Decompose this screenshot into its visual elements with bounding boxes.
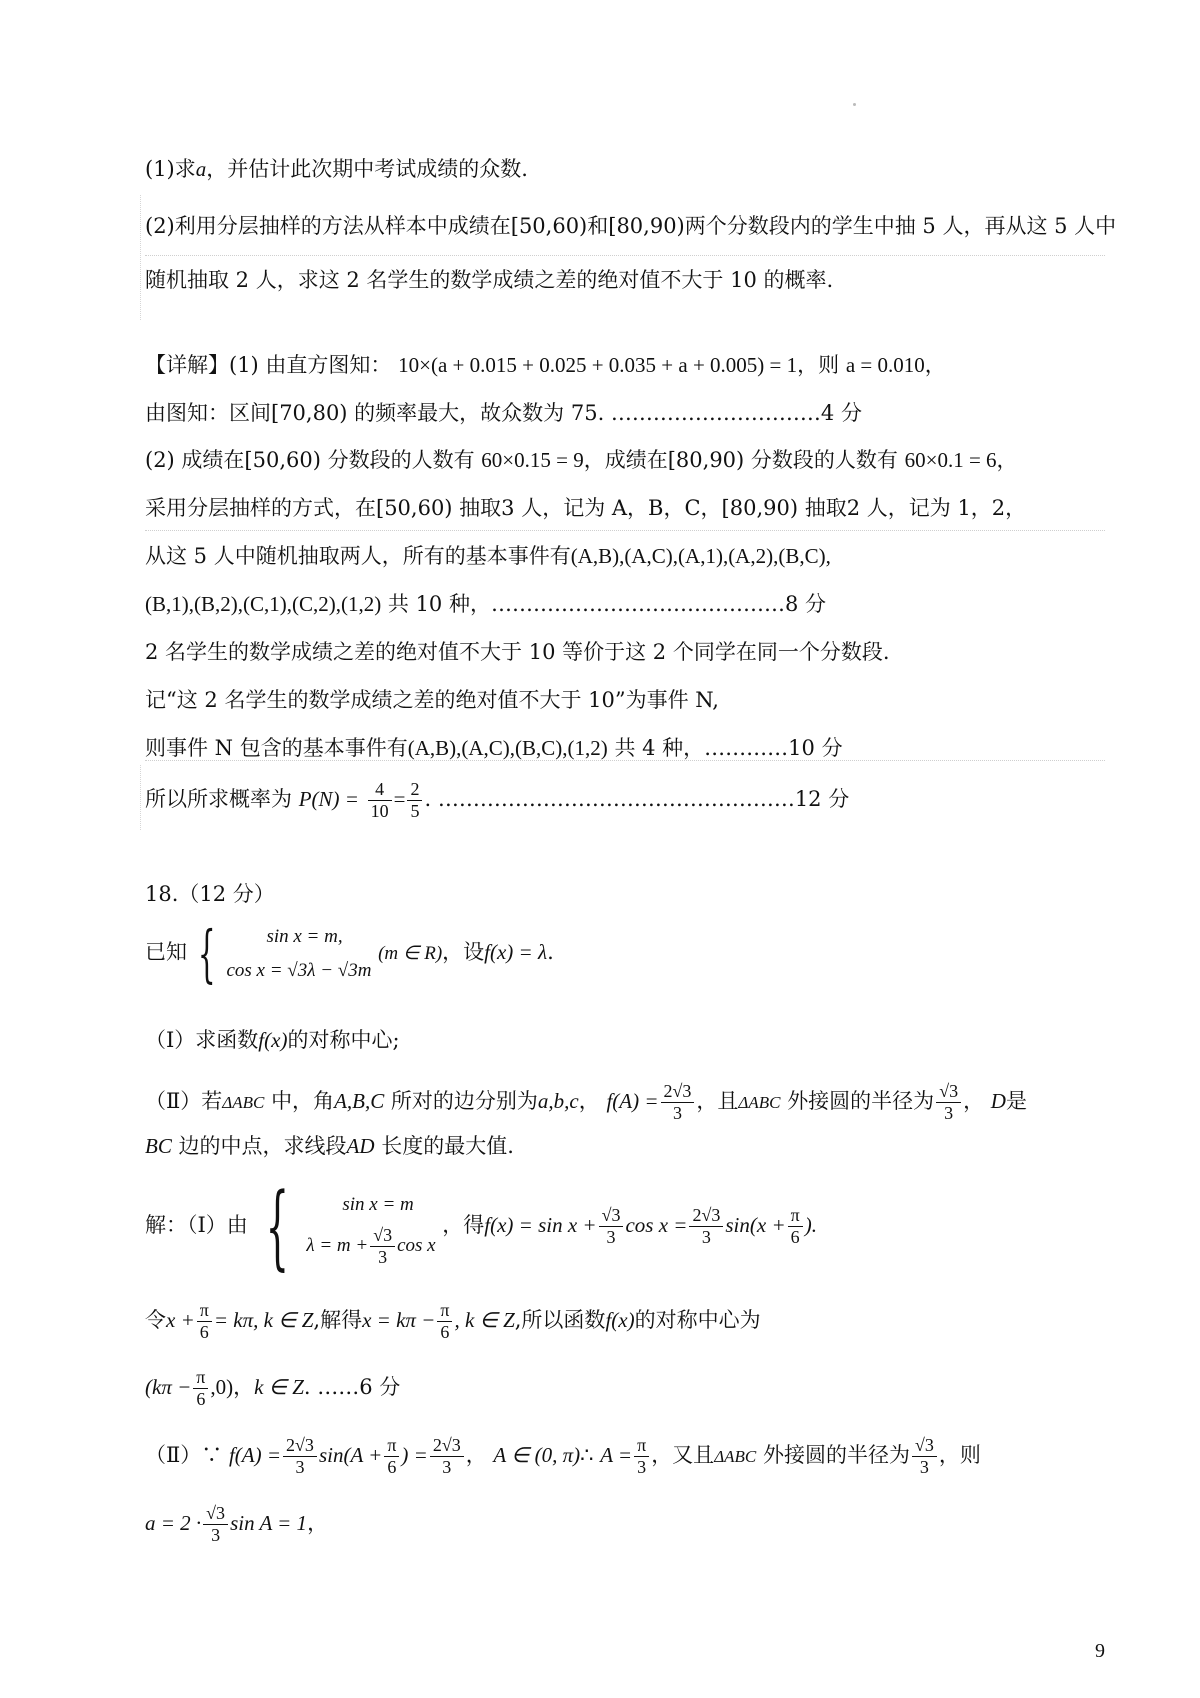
fraction-denominator: 3 — [944, 1103, 954, 1123]
equation: ,0) — [210, 1375, 234, 1399]
equation: 60×0.15 = 9 — [481, 448, 584, 472]
fraction-denominator: 3 — [637, 1457, 647, 1477]
fraction-numerator: π — [437, 1300, 452, 1322]
q18-solution-line1 — [145, 1170, 817, 1282]
text: ，又且 — [651, 1443, 715, 1467]
fraction — [384, 1435, 399, 1478]
text: ， — [963, 1089, 985, 1113]
fraction-numerator: √3 — [203, 1503, 228, 1525]
text: 中，角 — [271, 1089, 335, 1113]
text: ， — [578, 1089, 600, 1113]
q17-solution-line8: 记“这 2 名学生的数学成绩之差的绝对值不大于 10”为事件 N, — [145, 688, 719, 712]
fraction-denominator: 10 — [370, 801, 389, 821]
text: ， — [996, 448, 1018, 472]
equation: (kπ − — [145, 1375, 192, 1399]
page-number: 9 — [1095, 1640, 1105, 1662]
fraction-denominator: 3 — [919, 1457, 929, 1477]
fraction-numerator: √3 — [936, 1081, 961, 1103]
text: ， — [465, 1443, 487, 1467]
fraction-numerator: √3 — [370, 1225, 395, 1247]
scan-speck — [853, 103, 856, 106]
text: 的对称中心为 — [634, 1308, 761, 1332]
fraction-denominator: 3 — [672, 1103, 682, 1123]
equation: cos x — [397, 1234, 436, 1256]
q17-solution-line2: 由图知：区间[70,80) 的频率最大，故众数为 75. …………………………4 分 — [145, 401, 862, 425]
fraction — [936, 1081, 961, 1124]
fraction-numerator: √3 — [912, 1435, 937, 1457]
event-list: (B,1),(B,2),(C,1),(C,2),(1,2) — [145, 592, 382, 616]
equation: f(x) = λ — [484, 940, 548, 964]
equation: ) = — [401, 1443, 428, 1467]
equation: 10×(a + 0.015 + 0.025 + 0.035 + a + 0.005) = 1 — [398, 353, 798, 377]
fraction-denominator: 3 — [701, 1227, 711, 1247]
fraction — [788, 1205, 803, 1248]
fraction-numerator: 2√3 — [283, 1435, 317, 1457]
text: 的对称中心; — [287, 1028, 400, 1052]
equation: k ∈ Z — [254, 1375, 304, 1399]
equation: a = 0.010 — [845, 353, 925, 377]
segment-ad: AD — [346, 1134, 375, 1158]
q18-part2-line2 — [145, 1132, 514, 1160]
fraction — [283, 1435, 317, 1478]
equation: a = 2 · — [145, 1511, 202, 1535]
equation-row — [306, 1225, 435, 1268]
triangle: ΔABC — [714, 1447, 757, 1466]
fraction — [599, 1205, 624, 1248]
text: (2) 成绩在[50,60) 分数段的人数有 — [145, 448, 475, 472]
equation: A = — [600, 1443, 633, 1467]
fraction-numerator: 2√3 — [661, 1081, 695, 1103]
q18-solution-line2 — [145, 1295, 761, 1345]
fraction-numerator: π — [193, 1367, 208, 1389]
brace-icon: { — [265, 1172, 289, 1280]
q17-part1 — [145, 155, 528, 183]
text: ， — [924, 353, 946, 377]
segment-bc: BC — [145, 1134, 172, 1158]
fraction — [368, 779, 392, 822]
text: 边的中点，求线段 — [178, 1134, 347, 1158]
text: ，则 — [938, 1443, 981, 1467]
fraction-numerator: 2√3 — [430, 1435, 464, 1457]
fraction — [437, 1300, 452, 1343]
equation-row: sin x = m, — [266, 925, 343, 947]
scan-guide-line — [145, 255, 1105, 256]
scan-guide-line — [145, 530, 1105, 531]
text: ，且 — [696, 1089, 739, 1113]
fraction-denominator: 6 — [196, 1389, 206, 1409]
text: ，得 — [442, 1213, 485, 1237]
equation: sin A = 1 — [230, 1511, 308, 1535]
equation: f(A) = — [606, 1089, 659, 1113]
text: 长度的最大值. — [381, 1134, 514, 1158]
text: 解：（Ⅰ）由 — [145, 1213, 248, 1237]
fraction-denominator: 5 — [410, 801, 420, 821]
fraction-denominator: 6 — [440, 1322, 450, 1342]
equation: sin(A + — [318, 1443, 383, 1467]
q17-solution-line4: 采用分层抽样的方式，在[50,60) 抽取3 人，记为 A，B，C，[80,90) 抽取2 人，记为 1，2， — [145, 496, 1027, 520]
function: f(x) — [605, 1308, 635, 1332]
text: 所对的边分别为 — [390, 1089, 538, 1113]
text: 外接圆的半径为 — [787, 1089, 935, 1113]
fraction-denominator: 6 — [199, 1322, 209, 1342]
text: ，则 — [797, 353, 840, 377]
text: 共 4 种，…………10 分 — [607, 736, 843, 760]
equation-row: cos x = √3λ − √3m — [226, 959, 372, 981]
q17-solution-line3 — [145, 446, 1018, 474]
equation-system — [226, 920, 371, 988]
fraction — [197, 1300, 212, 1343]
q17-part2-line1: (2)利用分层抽样的方法从样本中成绩在[50,60)和[80,90)两个分数段内的学生中抽 5 人，再从这 5 人中 — [145, 214, 1117, 238]
text: ,解得 — [313, 1308, 363, 1332]
equation: x = kπ − — [362, 1308, 436, 1332]
equation: 60×0.1 = 6 — [904, 448, 997, 472]
fraction-numerator: √3 — [599, 1205, 624, 1227]
fraction-denominator: 3 — [295, 1457, 305, 1477]
var-a: a — [195, 157, 207, 181]
scan-guide-line — [140, 195, 141, 320]
fraction-denominator: 6 — [790, 1227, 800, 1247]
text: 所以所求概率为 — [145, 787, 292, 811]
q17-solution-line5 — [145, 542, 831, 570]
text: ，设 — [442, 940, 485, 964]
equation-row: sin x = m — [342, 1194, 414, 1215]
text: 外接圆的半径为 — [762, 1443, 910, 1467]
text: 令 — [145, 1308, 166, 1332]
q17-solution-line6 — [145, 590, 826, 618]
equation: x + — [166, 1308, 195, 1332]
fraction-numerator: 2 — [407, 779, 422, 801]
fraction-numerator: π — [384, 1435, 399, 1457]
triangle: ΔABC — [738, 1093, 781, 1112]
equation: , k ∈ Z — [454, 1308, 515, 1332]
fraction-numerator: 2√3 — [689, 1205, 723, 1227]
text: （Ⅰ）求函数 — [145, 1028, 259, 1052]
text: 则事件 N 包含的基本事件有 — [145, 736, 408, 760]
text: 已知 — [145, 940, 187, 964]
text: 共 10 种，……………………………………8 分 — [381, 592, 827, 616]
q18-solution-line5 — [145, 1498, 328, 1548]
equation: sin(x + — [725, 1213, 786, 1237]
sides: a,b,c — [537, 1089, 579, 1113]
q17-part1-text: (1)求 — [145, 157, 196, 181]
fraction-numerator: π — [197, 1300, 212, 1322]
fraction-denominator: 3 — [606, 1227, 616, 1247]
fraction — [634, 1435, 649, 1478]
fraction — [912, 1435, 937, 1478]
text: ，成绩在[80,90) 分数段的人数有 — [583, 448, 898, 472]
angles: A,B,C — [334, 1089, 385, 1113]
text: 从这 5 人中随机抽取两人，所有的基本事件有 — [145, 544, 571, 568]
fraction-denominator: 6 — [387, 1457, 397, 1477]
equation: = kπ, k ∈ Z — [213, 1308, 314, 1332]
q17-part2-line2: 随机抽取 2 人，求这 2 名学生的数学成绩之差的绝对值不大于 10 的概率. — [145, 268, 834, 292]
text: ， — [233, 1375, 255, 1399]
event-list: (A,B),(A,C),(A,1),(A,2),(B,C), — [570, 544, 831, 568]
equation: P(N) = — [298, 787, 359, 811]
fraction-denominator: 3 — [378, 1247, 388, 1267]
condition: (m ∈ R) — [378, 943, 443, 964]
equation: ). — [804, 1213, 817, 1237]
fraction — [193, 1367, 208, 1410]
text: （Ⅱ）∵ — [145, 1443, 223, 1467]
equation: A ∈ (0, π) — [493, 1443, 581, 1467]
brace-icon: { — [197, 916, 216, 990]
detail-heading: 【详解】(1) 由直方图知： — [145, 353, 392, 377]
fraction — [370, 1225, 395, 1268]
q18-solution-line4 — [145, 1430, 981, 1482]
event-list: (A,B),(A,C),(B,C),(1,2) — [407, 736, 608, 760]
text: ,所以函数 — [514, 1308, 606, 1332]
fraction-numerator: π — [788, 1205, 803, 1227]
q18-given — [145, 912, 554, 994]
fraction — [661, 1081, 695, 1124]
equation: f(A) = — [228, 1443, 282, 1467]
text: （Ⅱ）若 — [145, 1089, 223, 1113]
equation: cos x = — [625, 1213, 688, 1237]
q18-solution-line3 — [145, 1362, 400, 1412]
q17-solution-line7: 2 名学生的数学成绩之差的绝对值不大于 10 等价于这 2 个同学在同一个分数段. — [145, 640, 890, 664]
function: f(x) — [258, 1028, 288, 1052]
fraction-denominator: 3 — [211, 1525, 221, 1545]
fraction — [689, 1205, 723, 1248]
equation-system — [306, 1185, 435, 1268]
q17-solution-line9 — [145, 734, 843, 762]
fraction — [430, 1435, 464, 1478]
scan-guide-line — [140, 765, 141, 830]
fraction-numerator: π — [634, 1435, 649, 1457]
equation: f(x) = sin x + — [484, 1213, 597, 1237]
therefore-symbol: ∴ — [580, 1443, 594, 1467]
text: ， — [307, 1511, 329, 1535]
text: . ……………………………………………12 分 — [424, 787, 850, 811]
equation: λ = m + — [306, 1234, 369, 1256]
fraction — [407, 779, 422, 822]
q18-part2-line1 — [145, 1076, 1027, 1128]
q18-header: 18.（12 分） — [145, 882, 275, 906]
fraction — [203, 1503, 228, 1546]
text: . ……6 分 — [303, 1375, 401, 1399]
q17-solution-line1 — [145, 351, 946, 379]
fraction-denominator: 3 — [442, 1457, 452, 1477]
triangle: ΔABC — [222, 1093, 265, 1112]
point-d: D — [990, 1089, 1006, 1113]
fraction-numerator: 4 — [368, 779, 392, 801]
text: . — [547, 940, 554, 964]
q17-solution-line10: 所以所求概率为 P(N) = $\frac{4}{10}$ = $\frac{2}{5}$ . ……………………………………………12 分 — [145, 779, 850, 821]
q17-part1-rest: ，并估计此次期中考试成绩的众数. — [206, 157, 528, 181]
text: 是 — [1005, 1089, 1027, 1113]
q18-part1 — [145, 1026, 400, 1054]
